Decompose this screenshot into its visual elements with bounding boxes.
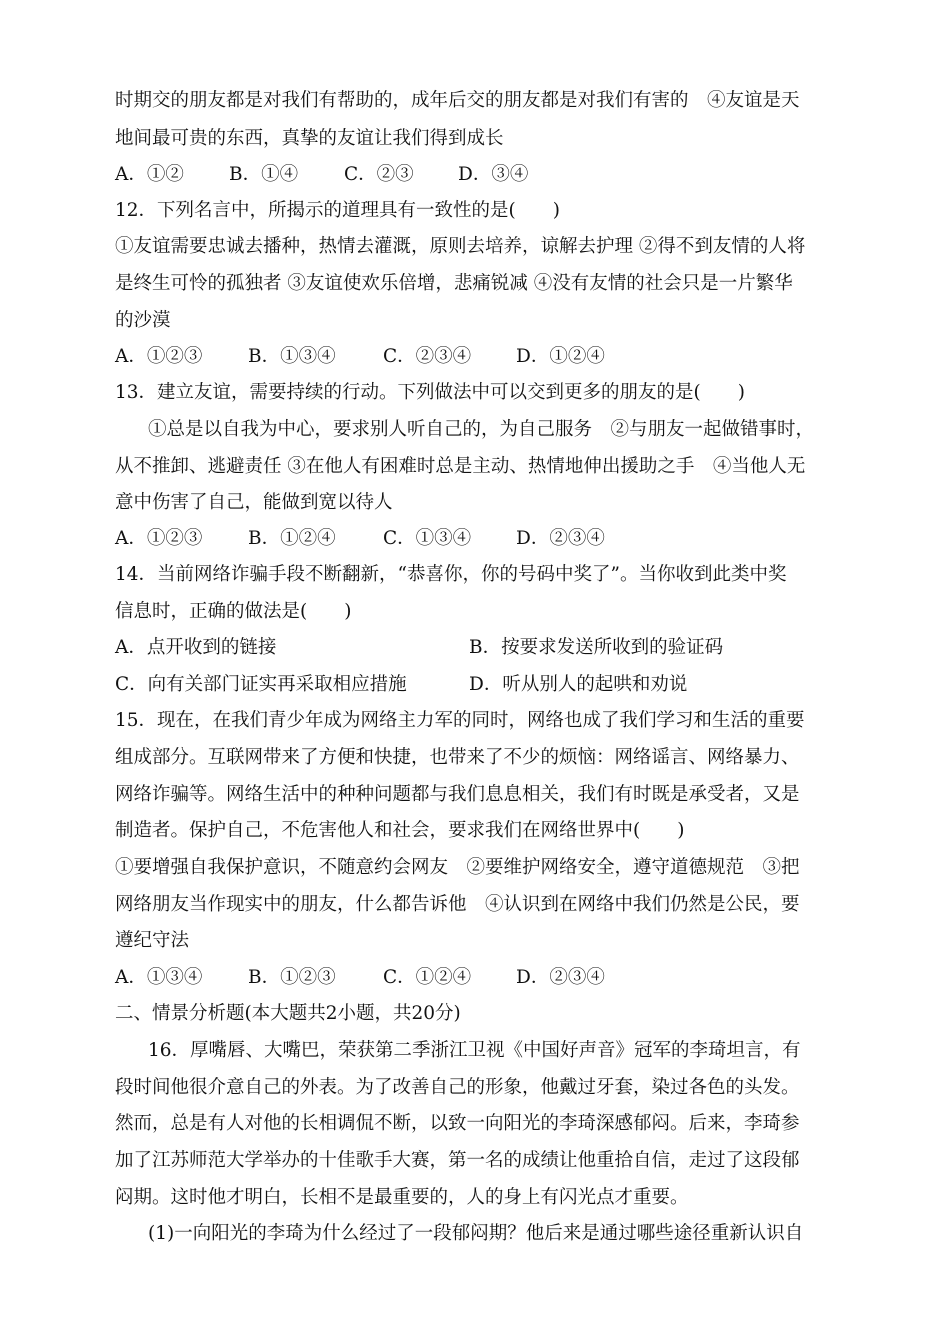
q11-option-c: C．②③ [344,164,414,185]
q12-option-c: C．②③④ [383,346,472,367]
q14-stem-line2: 信息时，正确的做法是( ) [115,601,352,622]
q16-line4: 加了江苏师范大学举办的十佳歌手大赛，第一名的成绩让他重拾自信，走过了这段郁 [115,1150,800,1171]
q11-line1: 时期交的朋友都是对我们有帮助的，成年后交的朋友都是对我们有害的 ④友谊是天 [115,90,800,111]
q15-option-b: B．①②③ [248,967,336,988]
q13-option-b: B．①②④ [248,528,336,549]
q13-option-a: A．①②③ [115,528,203,549]
q12-option-d: D．①②④ [516,346,605,367]
q12-line1: ①友谊需要忠诚去播种，热情去灌溉，原则去培养，谅解去护理 ②得不到友情的人将 [115,236,806,257]
q15-option-d: D．②③④ [516,967,605,988]
q13-option-c: C．①③④ [383,528,472,549]
q12-line2: 是终生可怜的孤独者 ③友谊使欢乐倍增，悲痛锐减 ④没有友情的社会只是一片繁华 [115,273,793,294]
q13-line2: 从不推卸、逃避责任 ③在他人有困难时总是主动、热情地伸出援助之手 ④当他人无 [115,456,806,477]
q15-line4: 制造者。保护自己，不危害他人和社会，要求我们在网络世界中( ) [115,820,685,841]
q14-option-d: D．听从别人的起哄和劝说 [469,674,688,695]
q12-option-b: B．①③④ [248,346,336,367]
q16-line3: 然而，总是有人对他的长相调侃不断，以致一向阳光的李琦深感郁闷。后来，李琦参 [115,1113,800,1134]
q14-stem-line1: 14．当前网络诈骗手段不断翻新，“恭喜你，你的号码中奖了”。当你收到此类中奖 [115,564,787,585]
q15-option-c: C．①②④ [383,967,472,988]
q12-line3: 的沙漠 [115,310,171,331]
q12-stem: 12．下列名言中，所揭示的道理具有一致性的是( ) [115,200,560,221]
section2-heading: 二、情景分析题(本大题共2小题，共20分) [115,1003,461,1024]
q13-stem: 13．建立友谊，需要持续的行动。下列做法中可以交到更多的朋友的是( ) [115,382,745,403]
q11-option-b: B．①④ [229,164,299,185]
q15-line3: 网络诈骗等。网络生活中的种种问题都与我们息息相关，我们有时既是承受者，又是 [115,784,800,805]
q11-option-a: A．①② [115,164,184,185]
q12-option-a: A．①②③ [115,346,203,367]
q13-line1: ①总是以自我为中心，要求别人听自己的，为自己服务 ②与朋友一起做错事时， [148,419,815,440]
q16-line5: 闷期。这时他才明白，长相不是最重要的，人的身上有闪光点才重要。 [115,1187,689,1208]
q15-line1: 15．现在，在我们青少年成为网络主力军的同时，网络也成了我们学习和生活的重要 [115,710,805,731]
q16-sub1: (1)一向阳光的李琦为什么经过了一段郁闷期？他后来是通过哪些途径重新认识自 [148,1223,804,1244]
q13-line3: 意中伤害了自己，能做到宽以待人 [115,492,393,513]
q16-line2: 段时间他很介意自己的外表。为了改善自己的形象，他戴过牙套，染过各色的头发。 [115,1077,800,1098]
q15-line2: 组成部分。互联网带来了方便和快捷，也带来了不少的烦恼：网络谣言、网络暴力、 [115,747,800,768]
q14-option-b: B．按要求发送所收到的验证码 [469,637,724,658]
q13-option-d: D．②③④ [516,528,605,549]
q15-line6: 网络朋友当作现实中的朋友，什么都告诉他 ④认识到在网络中我们仍然是公民，要 [115,894,800,915]
q11-line2: 地间最可贵的东西，真挚的友谊让我们得到成长 [115,128,504,149]
q15-option-a: A．①③④ [115,967,203,988]
q14-option-a: A．点开收到的链接 [115,637,277,658]
q15-line5: ①要增强自我保护意识，不随意约会网友 ②要维护网络安全，遵守道德规范 ③把 [115,857,800,878]
q16-line1: 16．厚嘴唇、大嘴巴，荣获第二季浙江卫视《中国好声音》冠军的李琦坦言，有 [148,1040,801,1061]
q11-option-d: D．③④ [458,164,529,185]
q15-line7: 遵纪守法 [115,930,190,951]
q14-option-c: C．向有关部门证实再采取相应措施 [115,674,407,695]
